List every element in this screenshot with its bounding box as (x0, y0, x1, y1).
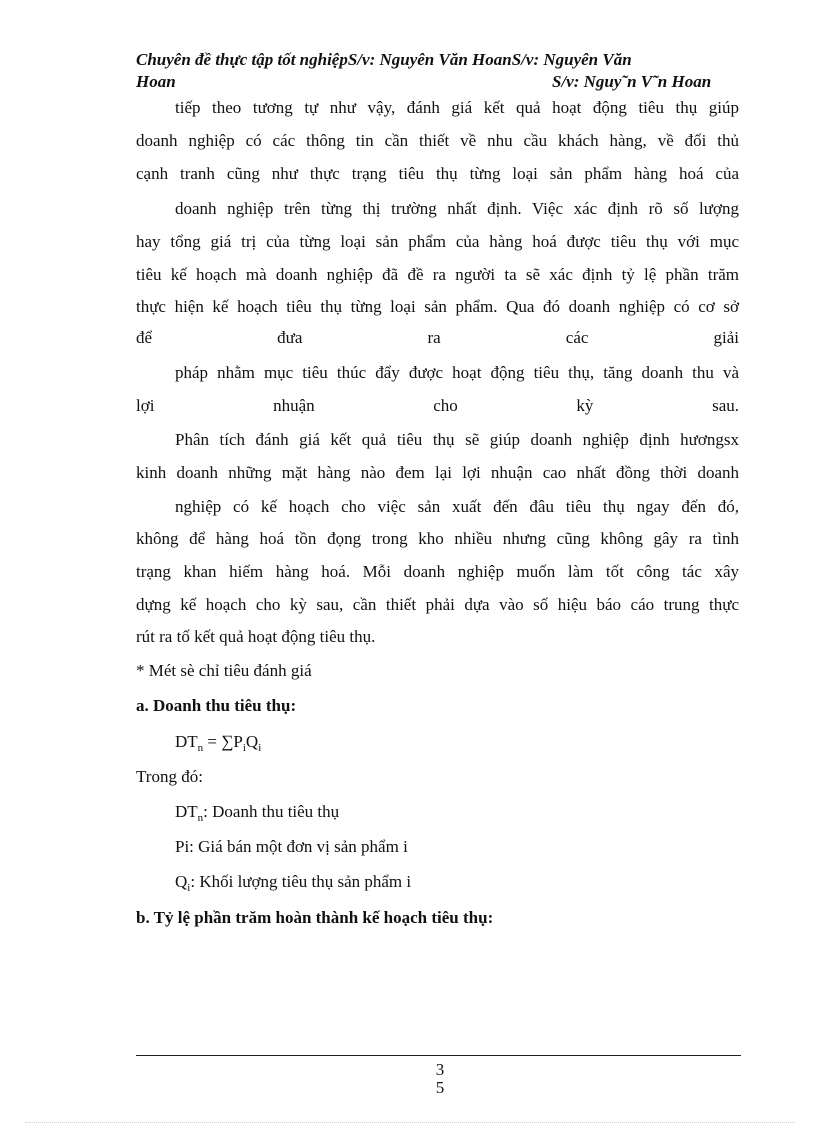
formula-revenue (175, 732, 778, 758)
formula-sum: = ∑P (203, 732, 243, 751)
definition-subscript: i (187, 882, 191, 894)
page-header-line-1: Chuyên đề thực tập tốt nghiệpS/v: Nguyên Văn HoanS/v: Nguyên Văn (136, 50, 632, 69)
formula-q: Q (245, 732, 259, 751)
formula-lhs-subscript: n (197, 742, 204, 754)
body-text-line: cạnh tranh cũng như thực trạng tiêu thụ từng loại sản phẩm hàng hoá của (136, 164, 739, 183)
trong-do-label: Trong đó: (136, 767, 203, 786)
formula-p-subscript: i (242, 742, 246, 754)
page-number-bottom: 5 (435, 1078, 445, 1097)
body-text-line: tiêu kế hoạch mà doanh nghiệp đã đề ra người ta sẽ xác định tỷ lệ phần trăm (136, 265, 739, 284)
body-text-line: trạng khan hiếm hàng hoá. Mỗi doanh nghiệp muốn làm tốt công tác xây (136, 562, 739, 581)
definition-text: : Khối lượng tiêu thụ sản phẩm i (190, 872, 412, 891)
body-text-line: dựng kế hoạch cho kỳ sau, cần thiết phải dựa vào số hiệu báo cáo trung thực (136, 595, 739, 614)
page-header-line-2-left: Hoan (136, 72, 176, 91)
formula-lhs: DT (175, 732, 198, 751)
section-heading-a: a. Doanh thu tiêu thụ: (136, 696, 297, 715)
page-header-line-2-right: S/v: Nguy˜n V˜n Hoan (552, 72, 712, 91)
body-text-line: nghiệp có kế hoạch cho việc sản xuất đến đâu tiêu thụ ngay đến đó, (175, 497, 739, 516)
definition-subscript: n (197, 812, 204, 824)
definition-symbol: DT (175, 802, 198, 821)
definition-quantity (175, 872, 778, 898)
formula-q-subscript: i (258, 742, 262, 754)
section-heading-b: b. Tỷ lệ phần trăm hoàn thành kế hoạch tiêu thụ: (136, 908, 494, 927)
body-text-line: doanh nghiệp có các thông tin cần thiết về nhu cầu khách hàng, về đối thủ (136, 131, 739, 150)
definition-revenue (175, 802, 778, 828)
body-text-line: không để hàng hoá tồn đọng trong kho nhiều nhưng cũng không gây ra tình (136, 529, 739, 548)
definition-text: : Doanh thu tiêu thụ (203, 802, 340, 821)
body-text-line: * Mét sè chỉ tiêu đánh giá (136, 661, 312, 680)
page-number-top: 3 (435, 1060, 445, 1079)
body-text-line: Phân tích đánh giá kết quả tiêu thụ sẽ giúp doanh nghiệp định hươngsx (175, 430, 739, 449)
body-text-line: kinh doanh những mặt hàng nào đem lại lợi nhuận cao nhất đồng thời doanh (136, 463, 739, 482)
definition-price: Pi: Giá bán một đơn vị sản phẩm i (175, 837, 408, 856)
definition-symbol: Q (175, 872, 188, 891)
body-text-line: doanh nghiệp trên từng thị trường nhất định. Việc xác định rõ số lượng (175, 199, 739, 218)
body-text-line: lợi nhuận cho kỳ sau. (136, 396, 739, 415)
body-text-line: pháp nhằm mục tiêu thúc đẩy được hoạt động tiêu thụ, tăng doanh thu và (175, 363, 739, 382)
body-text-line: thực hiện kế hoạch tiêu thụ từng loại sản phẩm. Qua đó doanh nghiệp có cơ sở (136, 297, 739, 316)
body-text-line: hay tổng giá trị của từng loại sản phẩm của hàng hoá được tiêu thụ với mục (136, 232, 739, 251)
body-text-line: tiếp theo tương tự như vậy, đánh giá kết quả hoạt động tiêu thụ giúp (175, 98, 739, 117)
body-text-line: rút ra tố kết quả hoạt động tiêu thụ. (136, 627, 376, 646)
body-text-line: để đưa ra các giải (136, 328, 739, 347)
footer-rule (136, 1055, 741, 1056)
